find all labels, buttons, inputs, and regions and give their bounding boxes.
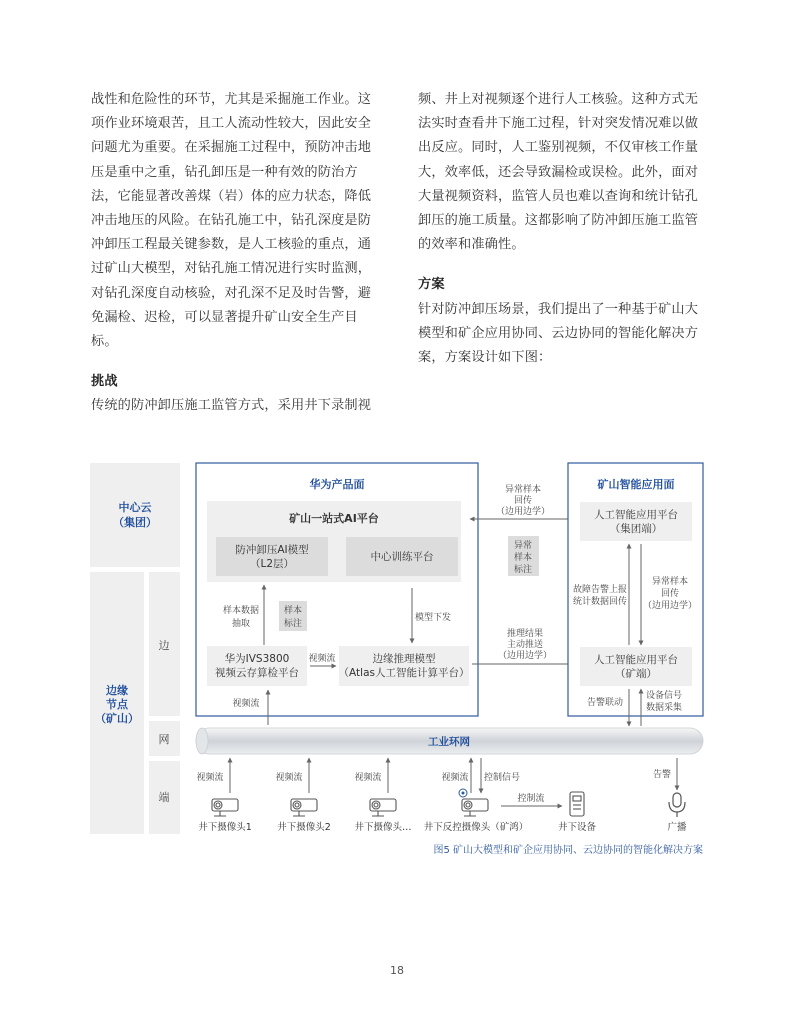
device-icon: [570, 792, 584, 816]
fault-report-label-1: 故障告警上报: [572, 585, 628, 595]
ptz-video-label: 视频流: [441, 773, 469, 783]
sample-annotate-label-1: 样本: [283, 606, 303, 616]
edge-inference-box: [339, 646, 469, 686]
right-paragraph-2: 针对防冲卸压场景，我们提出了一种基于矿山大模型和矿企应用协同、云边协同的智能化解决方案，方案设计如下图：: [418, 301, 699, 366]
app-group-box: [580, 502, 692, 541]
abnormal-sample-label-3: （边用边学）: [495, 507, 551, 517]
huawei-box-title: 华为产品面: [309, 478, 365, 491]
abnormal-annotate-label-3: 标注: [513, 565, 533, 575]
device-signal-label-1: 设备信号: [645, 691, 683, 701]
abnormal-back-label-3: （边用边学）: [642, 601, 698, 611]
edge-node-label-3: （矿山）: [95, 712, 139, 725]
video-up-label: 视频流: [232, 699, 260, 709]
model-l2-box: [216, 537, 328, 576]
cam2-video-label: 视频流: [275, 773, 303, 783]
model-deploy-label: 模型下发: [414, 613, 452, 623]
harmony-badge-icon: [459, 789, 467, 797]
left-paragraph-2: 传统的防冲卸压施工监管方式，采用井下录制视: [91, 398, 372, 414]
left-paragraph-1: 战性和危险性的环节，尤其是采掘施工作业。这项作业环境艰苦，且工人流动性较大，因此安全问题尤为重要。在采掘施工过程中，预防冲击地压是重中之重，钻孔卸压是一种有效的防治方法，它能显著改善煤（岩）体的应力状态，降低冲击地压的风险。在钻孔施工中，钻孔深度是防冲卸压工程最关键参数，是人工核验的重点，通过矿山大模型，对钻孔施工情况进行实时监测，对钻孔深度自动核验，对孔深不足及时告警，避免漏检、迟检，可以显著提升矿山安全生产目标。: [91, 92, 372, 350]
abnormal-sample-label-1: 异常样本: [504, 485, 542, 495]
center-cloud-sub: （集团）: [113, 516, 157, 529]
ptz-camera-icon: [462, 799, 488, 816]
model-l2-label-1: 防冲卸压AI模型: [235, 544, 309, 556]
app-group-label-2: （集团端）: [609, 523, 663, 535]
ptz-control-label: 控制信号: [483, 773, 521, 783]
model-l2-label-2: （L2层）: [249, 558, 295, 570]
app-mine-box: [580, 647, 692, 686]
edge-node-label-1: 边缘: [106, 684, 128, 697]
tier-edge-label: 边: [158, 639, 170, 652]
challenge-heading: 挑战: [91, 374, 118, 390]
cam3-video-label: 视频流: [354, 773, 382, 783]
ivs-video-stream-label: 视频流: [308, 654, 336, 664]
sample-extract-label-1: 样本数据: [222, 606, 260, 616]
solution-heading: 方案: [418, 277, 445, 293]
right-paragraph-1: 频、井上对视频逐个进行人工核验。这种方式无法实时查看井下施工过程，针对突发情况难以做出反应。同时，人工鉴别视频，不仅审核工作量大，效率低，还会导致漏检或误检。此外，面对大量视频资料，监管人员也难以查询和统计钻孔卸压的施工质量。这都影响了防冲卸压施工监管的效率和准确性。: [418, 92, 699, 253]
ptz-camera-label: 井下反控摄像头（矿鸿）: [423, 822, 529, 833]
app-mine-label-2: （矿端）: [615, 668, 657, 680]
camera-icon: [291, 799, 317, 816]
sample-extract-label-2: 抽取: [231, 619, 251, 629]
cam3-label: 井下摄像头…: [354, 822, 412, 833]
industrial-network-label: 工业环网: [428, 736, 470, 748]
device-label: 井下设备: [557, 822, 597, 833]
inference-push-label-2: 主动推送: [506, 640, 544, 650]
broadcast-alarm-label: 告警: [652, 770, 672, 780]
app-mine-label-1: 人工智能应用平台: [594, 654, 678, 666]
camera-icon: [212, 799, 238, 816]
sample-annotate-label-2: 标注: [283, 619, 303, 629]
abnormal-sample-label-2: 回传: [513, 496, 533, 506]
device-signal-label-2: 数据采集: [645, 703, 683, 713]
tier-end-label: 端: [158, 791, 170, 804]
camera-icon: [370, 799, 396, 816]
cam1-video-label: 视频流: [196, 773, 224, 783]
abnormal-annotate-label-1: 异常: [513, 541, 533, 551]
control-stream-label: 控制流: [517, 794, 545, 804]
abnormal-annotate-label-2: 样本: [513, 553, 533, 563]
cam2-label: 井下摄像头2: [277, 822, 331, 833]
edge-inference-label-2: （Atlas人工智能计算平台）: [338, 667, 470, 679]
figure-caption: 图5 矿山大模型和矿企应用协同、云边协同的智能化解决方案: [433, 845, 703, 856]
inference-push-label-3: （边用边学）: [497, 651, 553, 661]
abnormal-back-label-1: 异常样本: [651, 577, 689, 587]
tier-net-label: 网: [158, 733, 170, 746]
app-group-label-1: 人工智能应用平台: [594, 509, 678, 521]
page-number: 18: [390, 964, 404, 977]
edge-node-label-2: 节点: [106, 698, 128, 711]
fault-report-label-2: 统计数据回传: [572, 597, 628, 607]
ai-platform-label: 矿山一站式AI平台: [289, 512, 379, 525]
edge-inference-label-1: 边缘推理模型: [372, 653, 436, 665]
inference-push-label-1: 推理结果: [506, 629, 544, 639]
center-cloud-label: 中心云: [118, 501, 152, 514]
broadcast-label: 广播: [667, 822, 687, 833]
ivs-platform-box: [207, 646, 307, 686]
broadcast-microphone-icon: [669, 793, 685, 817]
alarm-link-label: 告警联动: [586, 698, 624, 708]
abnormal-back-label-2: 回传: [660, 589, 680, 599]
center-cloud-band: [90, 463, 180, 567]
cam1-label: 井下摄像头1: [198, 822, 252, 833]
ivs-platform-label-2: 视频云存算检平台: [215, 667, 299, 679]
ivs-platform-label-1: 华为IVS3800: [224, 653, 290, 665]
mine-app-box-title: 矿山智能应用面: [597, 478, 675, 491]
training-platform-label: 中心训练平台: [370, 551, 434, 563]
